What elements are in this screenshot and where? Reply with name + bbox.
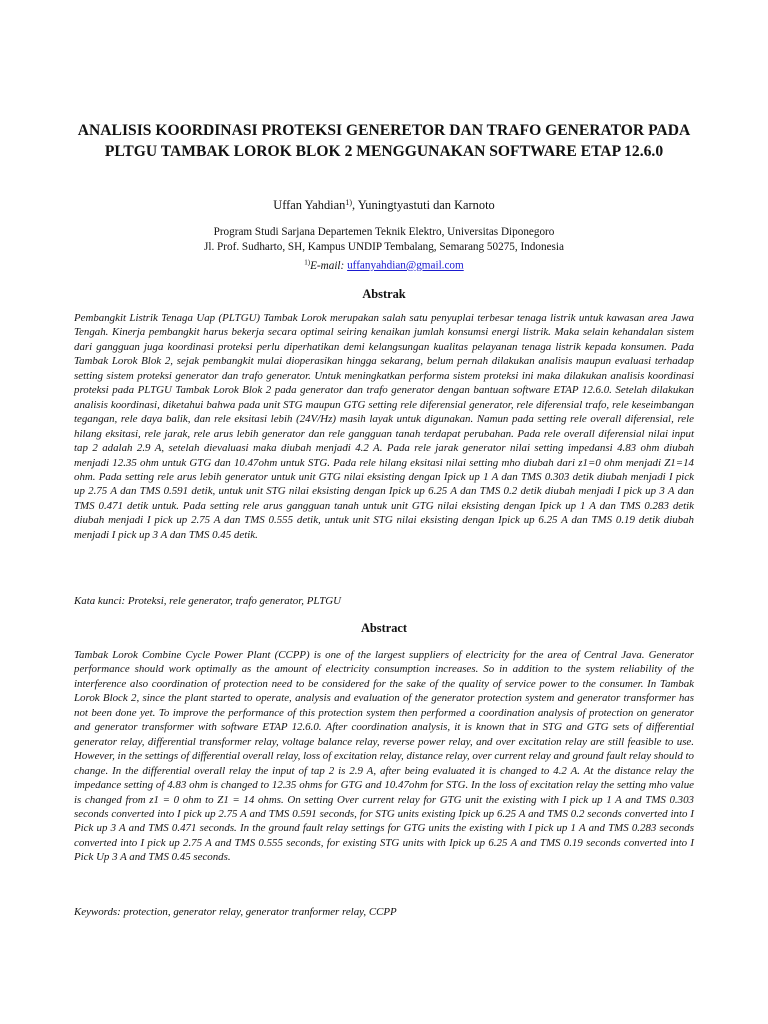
keywords: Keywords: protection, generator relay, generator tranformer relay, CCPP [74, 906, 397, 918]
author-list [70, 197, 698, 213]
abstrak-heading: Abstrak [362, 287, 406, 301]
email-marker: 1) [304, 258, 311, 266]
first-author: Uffan Yahdian [273, 198, 346, 212]
affiliation-department: Program Studi Sarjana Departemen Teknik Elektro, Universitas Diponegoro [213, 226, 555, 238]
kata-kunci: Kata kunci: Proteksi, rele generator, trafo generator, PLTGU [74, 595, 341, 607]
abstrak-body: Pembangkit Listrik Tenaga Uap (PLTGU) Tambak Lorok merupakan salah satu penyuplai terbesar tenaga listrik untuk kawasan area Jawa Tengah. Kinerja pembangkit harus bekerja secara optimal seiring kenaikan jumlah konsumsi energi listrik. Maka selain kehandalan sistem dari gangguan juga koordinasi proteksi perlu diperhatikan demi kelangsungan kualitas pelayanan tenaga listrik kepada konsumen. Pada Tambak Lorok Blok 2, sejak pembangkit mulai dioperasikan hingga sekarang, belum pernah dilakukan analisis maupun evaluasi terhadap setting sistem proteksi generator dan trafo generator. Untuk meningkatkan performa sistem proteksi ini maka dilakukan analisis koordinasi proteksi pada PLTGU Tambak Lorok Blok 2 pada generator dan trafo generator dengan bantuan software ETAP 12.6.0. Setelah dilakukan analisis koordinasi, diketahui bahwa pada unit STG maupun GTG setting rele diferensial generator, rele diferensial trafo, rele keseimbangan tegangan, rele daya balik, dan rele eksitasi lebih (24V/Hz) masih layak untuk digunakan. Namun pada setting rele overall diferensial, rele hilang eksitasi, rele jarak, rele arus lebih generator dan rele gangguan tanah terdapat perubahan. Pada rele overall diferensial nilai input tap 2 adalah 2.9 A, setelah dievaluasi maka diubah menjadi 4.2 A. Pada rele jarak generator nilai setting impedansi 4.83 ohm diubah menjadi 12.35 ohm untuk GTG dan 10.47ohm untuk STG. Pada rele hilang eksitasi nilai setting mho diubah dari z1=0 ohm menjadi Z1=14 ohm. Pada setting rele arus lebih generator untuk unit GTG nilai eksisting dengan Ipick up 1 A dan TMS 0.303 detik diubah menjadi I pick up 2.75 A dan TMS 0.591 detik, untuk unit STG nilai eksisting dengan Ipick up 6.25 A dan TMS 0.2 detik diubah menjadi I pick up 3 A dan TMS 0.471 detik untuk. Pada setting rele arus gangguan tanah untuk unit GTG nilai eksisting dengan Ipick up 1 A dan TMS 0.283 detik diubah menjadi I pick up 2.75 A dan TMS 0.555 detik, untuk unit STG nilai eksisting dengan Ipick up 6.25 A dan TMS 0.19 detik diubah menjadi I pick up 3 A dan TMS 0.45 detik. [74, 312, 694, 541]
author-affiliation-marker: 1) [345, 198, 352, 207]
email-link[interactable]: uffanyahdian@gmail.com [347, 259, 464, 272]
abstract-heading: Abstract [360, 621, 408, 635]
affiliation-address: Jl. Prof. Sudharto, SH, Kampus UNDIP Tembalang, Semarang 50275, Indonesia [204, 241, 564, 253]
affiliation-block [70, 225, 698, 274]
paper-title: ANALISIS KOORDINASI PROTEKSI GENERETOR DAN TRAFO GENERATOR PADA PLTGU TAMBAK LOROK BLOK 2 MENGGUNAKAN SOFTWARE ETAP 12.6.0 [77, 122, 691, 160]
abstract-body: Tambak Lorok Combine Cycle Power Plant (CCPP) is one of the largest suppliers of electricity for the area of Central Java. Generator performance should work optimally as the amount of electricity consumption increases. So in addition to the system reliability of the interference also coordination of protection need to be considered for the sake of the quality of service power to the consumer. In Tambak Lorok Block 2, since the plant started to operate, analysis and evaluation of the generator protection system and generator transformer has not been done yet. To improve the performance of this protection system then performed a coordination analysis of protection on generator and generator transformer with software ETAP 12.6.0. After coordination analysis, it is known that in STG and GTG sets of differential generator relay, differential transformer relay, voltage balance relay, reverse power relay, and over excitation relay are still feasible to use. However, in the settings of differential overall relay, loss of excitation relay, distance relay, over current relay and ground fault relay should to change. In the differential overall relay the input of tap 2 is 2.9 A, after being evaluated it is changed to 4.2 A. At the distance relay the impedance setting of 4.83 ohm is changed to 12.35 ohms for GTG and 10.47ohm for STG. In the loss of excitation relay the setting mho value is changed from z1 = 0 ohm to Z1 = 14 ohms. On setting Over current relay for GTG unit the existing with I pick up 1 A and TMS 0.303 seconds converted into I pick up 2.75 A and TMS 0.591 seconds, for STG units existing Ipick up 6.25 A and TMS 0.2 seconds converted into I Pick up 3 A and TMS 0.471 seconds. In the ground fault relay settings for GTG units the existing with I pick up 1 A and TMS 0.283 seconds converted into I pick up 2.75 A and TMS 0.555 seconds, for existing STG units with Ipick up 6.25 A and TMS 0.19 seconds converted into I Pick Up 3 A and TMS 0.45 seconds. [74, 649, 694, 864]
other-authors: , Yuningtyastuti dan Karnoto [352, 198, 495, 212]
affiliation-email-line [70, 255, 698, 274]
email-label [304, 260, 347, 272]
email-label-text: E-mail: [310, 259, 348, 272]
